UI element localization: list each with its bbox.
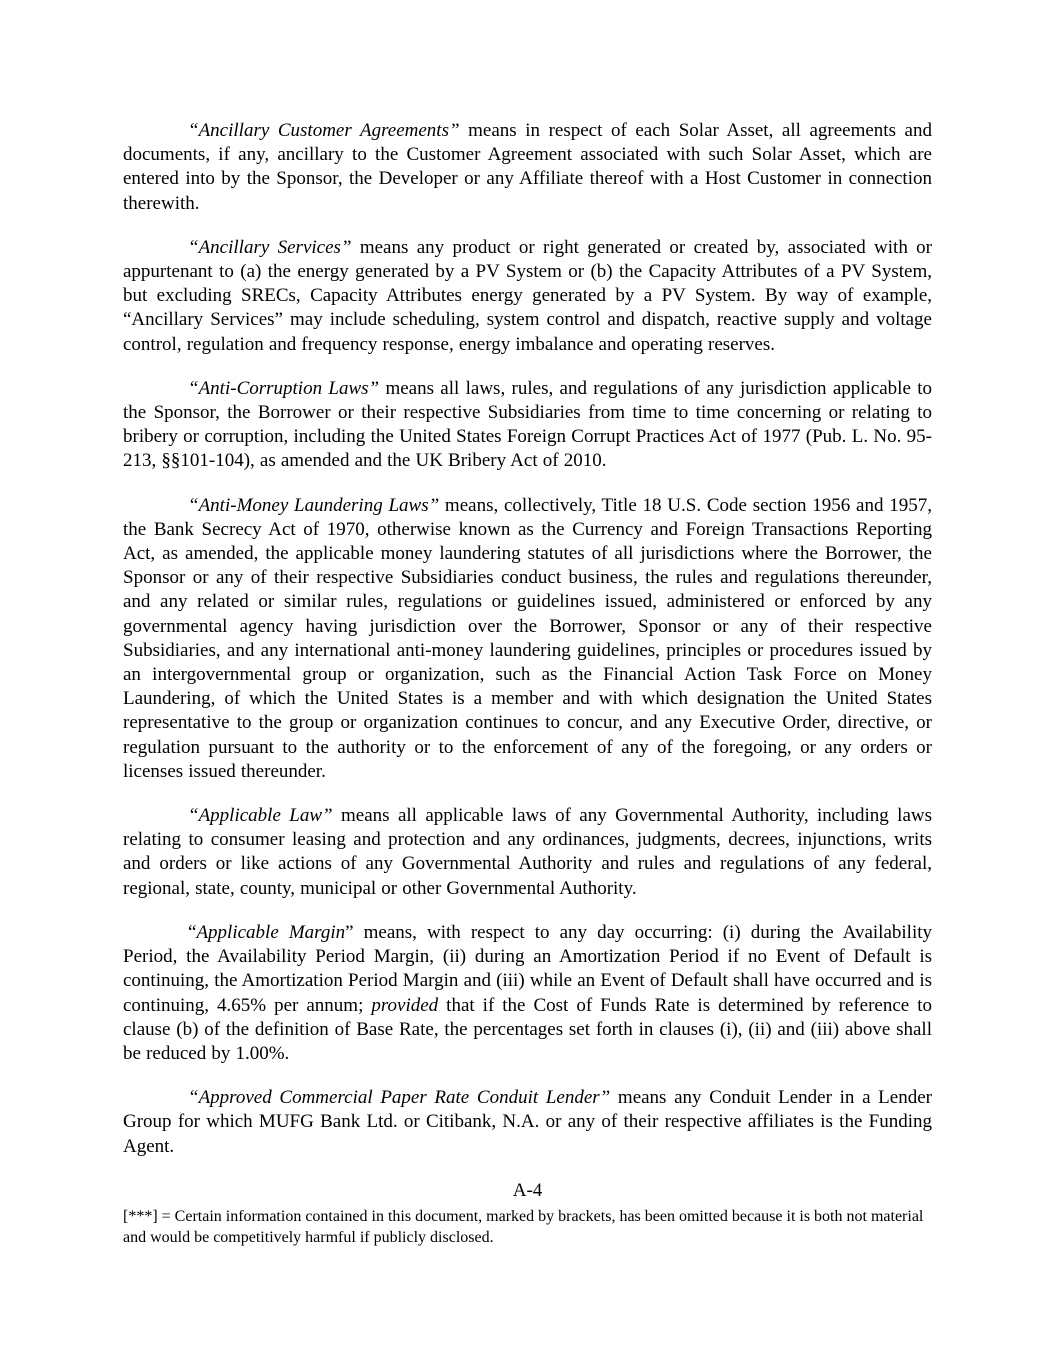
defined-term [188,120,460,141]
open-quote: “ [188,377,199,399]
open-quote: “ [188,921,197,943]
open-quote: “ [188,236,199,258]
definition-body-continued: that if the Cost of Funds Rate is determined by reference to clause (b) of the definition of Base Rate, the percentages set forth in clauses (i), (ii) and (iii) above shall be reduced by 1.00%. [123,994,932,1064]
defined-term [188,805,333,826]
proviso-word: provided [371,994,439,1016]
term-text: Anti-Money Laundering Laws [198,494,429,516]
defined-term [188,1087,610,1108]
open-quote: “ [188,805,199,827]
definition-applicable-law [123,804,932,901]
definition-ancillary-customer-agreements [123,119,932,216]
term-text: Anti-Corruption Laws [198,377,369,399]
close-quote: ” [340,236,352,258]
term-text: Ancillary Customer Agreements [198,120,449,141]
close-quote: ” [599,1087,611,1109]
term-text: Applicable Law [198,805,323,827]
defined-term [188,495,439,516]
definition-body: means all applicable laws of any Governmental Authority, including laws relating to consumer leasing and protection and any ordinances, judgments, decrees, injunctions, writs and orders or like actions of any Governmental Authority and rules and regulations of any federal, regional, state, county, municipal or other Governmental Authority. [123,805,932,899]
close-quote: ” [448,120,460,141]
defined-term [188,378,379,399]
definition-body: means all laws, rules, and regulations of any jurisdiction applicable to the Sponsor, the Borrower or their respective Subsidiaries from time to time concerning or relating to bribery or corruption, including the United States Foreign Corrupt Practices Act of 1977 (Pub. L. No. 95-213, §§101-104), as amended and the UK Bribery Act of 2010. [123,377,932,472]
term-text: Ancillary Services [198,236,341,258]
page-number: A-4 [512,1179,543,1201]
term-text: Approved Commercial Paper Rate Conduit Lender [198,1087,600,1109]
close-quote: ” [322,805,333,827]
defined-term: Applicable Margin [196,921,346,943]
page-footer [123,1179,932,1248]
open-quote: “ [188,494,199,516]
definition-approved-commercial-paper-rate-conduit-lender [123,1086,932,1159]
definition-body: means any Conduit Lender in a Lender Group for which MUFG Bank Ltd. or Citibank, N.A. or any of their respective affiliates is the Funding Agent. [123,1087,932,1157]
definition-body: means any product or right generated or created by, associated with or appurtenant to (a) the energy generated by a PV System or (b) the Capacity Attributes of a PV System, but excluding SRECs, Capacity Attributes energy generated by a PV System. By way of example, “Ancillary Services” may include scheduling, system control and dispatch, reactive supply and voltage control, regulation and frequency response, energy imbalance and operating reserves. [123,236,932,355]
definition-anti-corruption-laws [123,377,932,474]
open-quote: “ [188,120,199,141]
definition-body: means in respect of each Solar Asset, all agreements and documents, if any, ancillary to the Customer Agreement associated with such Solar Asset, which are entered into by the Sponsor, the Developer or any Affiliate thereof with a Host Customer in connection therewith. [123,120,932,214]
confidentiality-footnote: [***] = Certain information contained in this document, marked by brackets, has been omitted because it is both not material and would be competitively harmful if publicly disclosed. [123,1207,924,1246]
definition-ancillary-services [123,236,932,357]
close-quote: ” [345,921,354,943]
definition-body: means, collectively, Title 18 U.S. Code section 1956 and 1957, the Bank Secrecy Act of 1970, otherwise known as the Currency and Foreign Transactions Reporting Act, as amended, the applicable money laundering statutes of all jurisdictions where the Borrower, the Sponsor or any of their respective Subsidiaries conduct business, the rules and regulations thereunder, and any related or similar rules, regulations or guidelines issued, administered or enforced by any governmental agency having jurisdiction over the Borrower, Sponsor or any of their respective Subsidiaries, and any international anti-money laundering guidelines, principles or procedures issued by an intergovernmental group or organization, such as the Financial Action Task Force on Money Laundering, of which the United States is a member and with which designation the United States representative to the group or organization continues to concur, and any Executive Order, directive, or regulation pursuant to the authority or to the enforcement of any of the foregoing, or any orders or licenses issued thereunder. [123,494,932,782]
open-quote: “ [188,1087,199,1109]
definitions-section [123,119,932,1159]
close-quote: ” [368,377,380,399]
close-quote: ” [428,494,440,516]
definition-anti-money-laundering-laws [123,494,932,784]
defined-term [188,237,352,258]
definition-body: means, with respect to any day occurring: (i) during the Availability Period, the Availability Period Margin, (ii) during an Amortization Period if no Event of Default is continuing, the Amortization Period Margin and (iii) while an Event of Default shall have occurred and is continuing, 4.65% per annum; [123,921,933,1016]
definition-applicable-margin [123,921,932,1066]
